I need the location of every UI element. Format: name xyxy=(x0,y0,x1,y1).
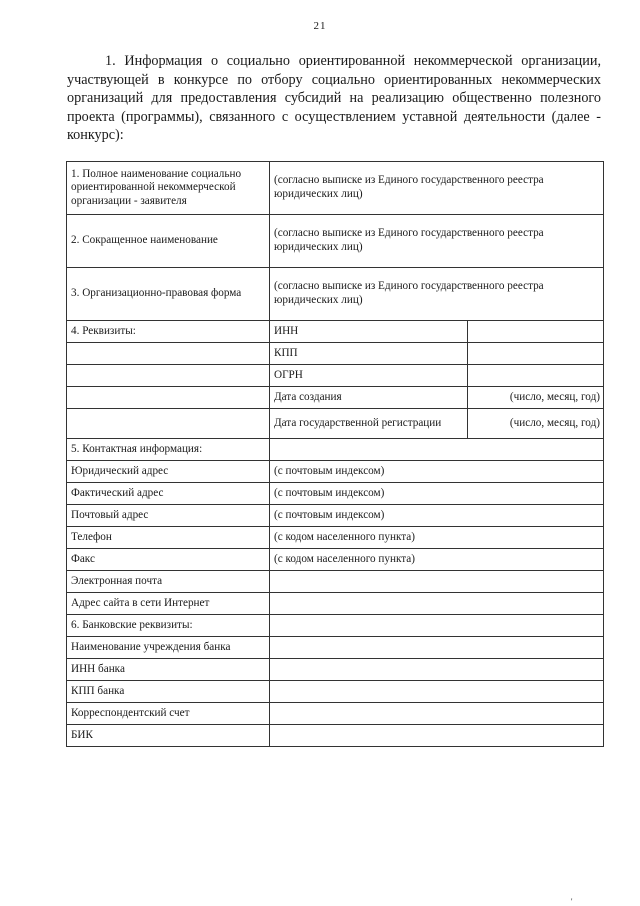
table-row xyxy=(67,162,604,215)
legal-form-label: 3. Организационно-правовая форма xyxy=(67,268,270,321)
table-row xyxy=(67,505,604,527)
actual-address-label: Фактический адрес xyxy=(67,483,270,505)
ogrn-field[interactable] xyxy=(468,365,604,387)
creation-date-label: Дата создания xyxy=(270,387,468,409)
email-field[interactable] xyxy=(270,571,604,593)
table-row xyxy=(67,703,604,725)
actual-address-field[interactable]: (с почтовым индексом) xyxy=(270,483,604,505)
legal-form-field[interactable]: (согласно выписке из Единого государственного реестра юридических лиц) xyxy=(270,268,604,321)
table-row xyxy=(67,725,604,747)
table-row xyxy=(67,409,604,439)
registration-date-field[interactable]: (число, месяц, год) xyxy=(468,409,604,439)
table-row xyxy=(67,483,604,505)
email-label: Электронная почта xyxy=(67,571,270,593)
bank-kpp-field[interactable] xyxy=(270,681,604,703)
postal-address-field[interactable]: (с почтовым индексом) xyxy=(270,505,604,527)
empty-cell xyxy=(67,409,270,439)
legal-address-label: Юридический адрес xyxy=(67,461,270,483)
table-row xyxy=(67,637,604,659)
ogrn-label: ОГРН xyxy=(270,365,468,387)
full-name-field[interactable]: (согласно выписке из Единого государственного реестра юридических лиц) xyxy=(270,162,604,215)
table-row xyxy=(67,527,604,549)
table-row xyxy=(67,365,604,387)
bank-details-label: 6. Банковские реквизиты: xyxy=(67,615,270,637)
table-row xyxy=(67,571,604,593)
registration-date-label: Дата государственной регистрации xyxy=(270,409,468,439)
table-row xyxy=(67,461,604,483)
full-name-label: 1. Полное наименование социально ориентированной некоммерческой организации - заявителя xyxy=(67,162,270,215)
website-label: Адрес сайта в сети Интернет xyxy=(67,593,270,615)
legal-address-field[interactable]: (с почтовым индексом) xyxy=(270,461,604,483)
requisites-label: 4. Реквизиты: xyxy=(67,321,270,343)
table-row xyxy=(67,268,604,321)
bank-name-field[interactable] xyxy=(270,637,604,659)
scan-mark: ' xyxy=(571,897,573,906)
fax-field[interactable]: (с кодом населенного пункта) xyxy=(270,549,604,571)
inn-field[interactable] xyxy=(468,321,604,343)
phone-field[interactable]: (с кодом населенного пункта) xyxy=(270,527,604,549)
table-row xyxy=(67,343,604,365)
table-row xyxy=(67,593,604,615)
kpp-label: КПП xyxy=(270,343,468,365)
bik-label: БИК xyxy=(67,725,270,747)
creation-date-field[interactable]: (число, месяц, год) xyxy=(468,387,604,409)
table-row xyxy=(67,215,604,268)
website-field[interactable] xyxy=(270,593,604,615)
bank-details-field[interactable] xyxy=(270,615,604,637)
bank-name-label: Наименование учреждения банка xyxy=(67,637,270,659)
empty-cell xyxy=(67,343,270,365)
corr-account-label: Корреспондентский счет xyxy=(67,703,270,725)
bank-inn-label: ИНН банка xyxy=(67,659,270,681)
table-row xyxy=(67,321,604,343)
table-row xyxy=(67,387,604,409)
bank-kpp-label: КПП банка xyxy=(67,681,270,703)
table-row xyxy=(67,549,604,571)
table-row xyxy=(67,439,604,461)
kpp-field[interactable] xyxy=(468,343,604,365)
inn-label: ИНН xyxy=(270,321,468,343)
phone-label: Телефон xyxy=(67,527,270,549)
empty-cell xyxy=(67,365,270,387)
table-row xyxy=(67,681,604,703)
page-number: 21 xyxy=(313,20,327,32)
table-row xyxy=(67,659,604,681)
empty-cell xyxy=(67,387,270,409)
bik-field[interactable] xyxy=(270,725,604,747)
fax-label: Факс xyxy=(67,549,270,571)
bank-inn-field[interactable] xyxy=(270,659,604,681)
contacts-field[interactable] xyxy=(270,439,604,461)
short-name-label: 2. Сокращенное наименование xyxy=(67,215,270,268)
table-row xyxy=(67,615,604,637)
intro-paragraph: 1. Информация о социально ориентированной некоммерческой организации, участвующей в конкурсе по отбору социально ориентированных некоммерческих организаций для предоставления субсидий на реализацию общественно полезного проекта (программы), связанного с осуществлением уставной деятельности (далее - конкурс): xyxy=(67,53,601,144)
contacts-label: 5. Контактная информация: xyxy=(67,439,270,461)
corr-account-field[interactable] xyxy=(270,703,604,725)
organization-info-table xyxy=(66,161,604,747)
short-name-field[interactable]: (согласно выписке из Единого государственного реестра юридических лиц) xyxy=(270,215,604,268)
postal-address-label: Почтовый адрес xyxy=(67,505,270,527)
